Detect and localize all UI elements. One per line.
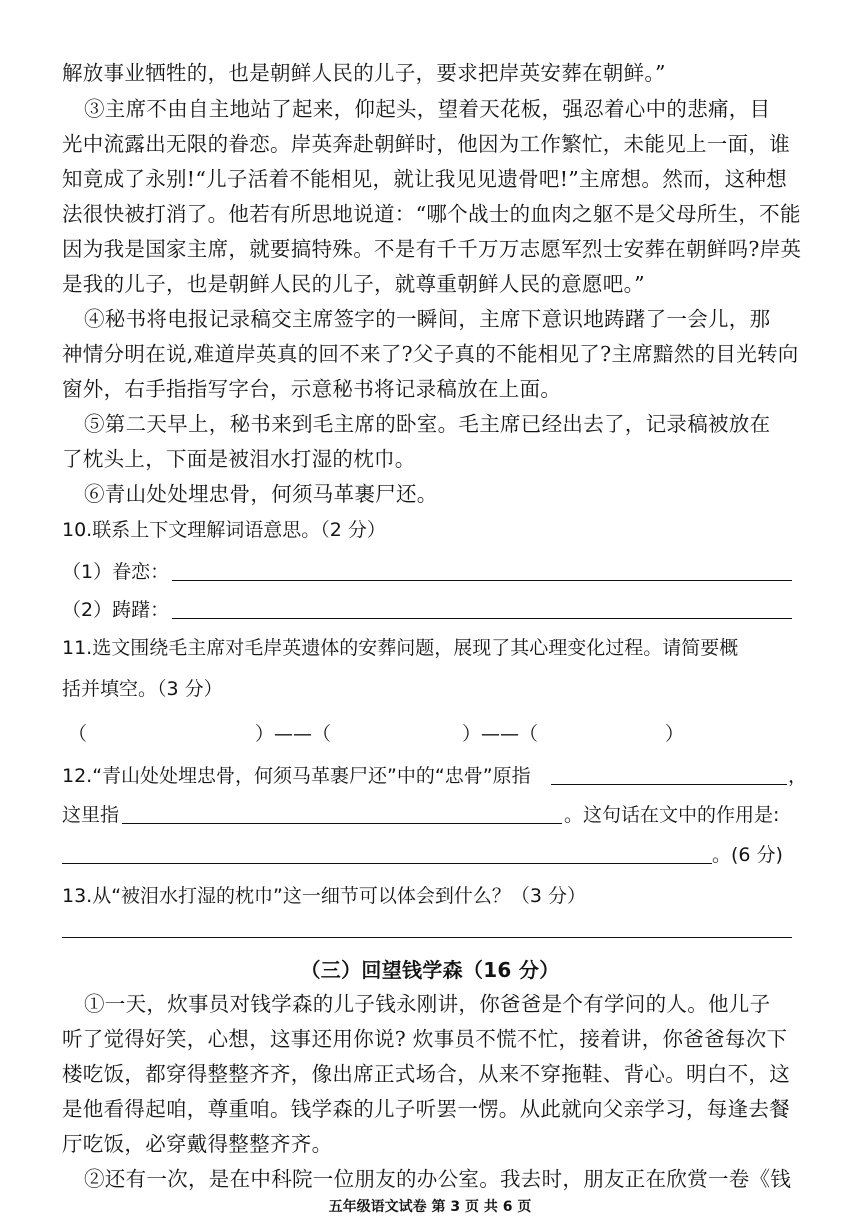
question-12-comma: ， bbox=[788, 765, 808, 787]
question-10: 10.联系上下文理解词语意思。（2 分） bbox=[62, 519, 386, 541]
paragraph-3-line: 知竟成了永别!“儿子活着不能相见，就让我见见遗骨吧!”主席想。然而，这种想 bbox=[62, 167, 788, 191]
section-3-paragraph-2-line: ②还有一次，是在中科院一位朋友的办公室。我去时，朋友正在欣赏一卷《钱 bbox=[84, 1167, 792, 1191]
question-10-1-label: （1）眷恋： bbox=[62, 561, 170, 583]
section-3-title: （三）回望钱学森（16 分） bbox=[300, 958, 560, 982]
paragraph-4-line: ④秘书将电报记录稿交主席签字的一瞬间，主席下意识地踌躇了一会儿，那 bbox=[84, 307, 771, 331]
section-3-paragraph-1-line: ①一天，炊事员对钱学森的儿子钱永刚讲，你爸爸是个有学问的人。他儿子 bbox=[84, 992, 771, 1016]
answer-blank-10-2[interactable] bbox=[172, 618, 792, 619]
question-11-blank-open: （ bbox=[68, 723, 88, 745]
answer-blank-12-2[interactable] bbox=[122, 823, 562, 824]
question-12-line: 12.“青山处处埋忠骨，何须马革裹尸还”中的“忠骨”原指 bbox=[62, 765, 531, 787]
paragraph-3-line: ③主席不由自主地站了起来，仰起头，望着天花板，强忍着心中的悲痛，目 bbox=[84, 97, 771, 121]
paragraph-5-line: ⑤第二天早上，秘书来到毛主席的卧室。毛主席已经出去了，记录稿被放在 bbox=[84, 412, 771, 436]
paragraph-4-line: 神情分明在说,难道岸英真的回不来了?父子真的不能相见了?主席黯然的目光转向 bbox=[62, 342, 799, 366]
question-13: 13.从“被泪水打湿的枕巾”这一细节可以体会到什么？（3 分） bbox=[62, 885, 587, 907]
question-12-line: 这里指 bbox=[62, 804, 120, 826]
page-footer: 五年级语文试卷 第 3 页 共 6 页 bbox=[328, 1199, 532, 1215]
question-12-points: 。(6 分) bbox=[712, 844, 783, 866]
paragraph-3-line: 法很快被打消了。他若有所思地说道：“哪个战士的血肉之躯不是父母所生，不能 bbox=[62, 202, 801, 226]
paragraph-3-line: 光中流露出无限的眷恋。岸英奔赴朝鲜时，他因为工作繁忙，未能见上一面，谁 bbox=[62, 132, 790, 156]
passage-line: 解放事业牺牲的，也是朝鲜人民的儿子，要求把岸英安葬在朝鲜。” bbox=[62, 61, 666, 85]
question-11-line: 括并填空。（3 分） bbox=[62, 678, 223, 700]
paragraph-5-line: 了枕头上，下面是被泪水打湿的枕巾。 bbox=[62, 447, 416, 471]
question-11-line: 11.选文围绕毛主席对毛岸英遗体的安葬问题，展现了其心理变化过程。请简要概 bbox=[62, 637, 739, 659]
question-11-blank-separator: ）——（ bbox=[462, 723, 539, 745]
paragraph-3-line: 因为我是国家主席，就要搞特殊。不是有千千万万志愿军烈士安葬在朝鲜吗?岸英 bbox=[62, 237, 802, 261]
section-3-paragraph-1-line: 听了觉得好笑，心想，这事还用你说? 炊事员不慌不忙，接着讲，你爸爸每次下 bbox=[62, 1027, 788, 1051]
answer-blank-10-1[interactable] bbox=[172, 580, 792, 581]
section-3-paragraph-1-line: 是他看得起咱，尊重咱。钱学森的儿子听罢一愣。从此就向父亲学习，每逢去餐 bbox=[62, 1097, 790, 1121]
paragraph-4-line: 窗外，右手指指写字台，示意秘书将记录稿放在上面。 bbox=[62, 377, 562, 401]
question-11-blank-close: ） bbox=[665, 723, 685, 745]
section-3-paragraph-1-line: 楼吃饭，都穿得整整齐齐，像出席正式场合，从来不穿拖鞋、背心。明白不，这 bbox=[62, 1062, 790, 1086]
paragraph-3-line: 是我的儿子，也是朝鲜人民的儿子，就尊重朝鲜人民的意愿吧。” bbox=[62, 272, 645, 296]
answer-blank-13[interactable] bbox=[62, 937, 792, 938]
question-11-blank-separator: ）——（ bbox=[255, 723, 332, 745]
question-10-2-label: （2）踌躇： bbox=[62, 599, 170, 621]
answer-blank-12-3[interactable] bbox=[62, 863, 712, 864]
answer-blank-12-1[interactable] bbox=[551, 784, 787, 785]
section-3-paragraph-1-line: 厅吃饭，必穿戴得整整齐齐。 bbox=[62, 1132, 333, 1156]
paragraph-6-line: ⑥青山处处埋忠骨，何须马革裹尸还。 bbox=[84, 482, 438, 506]
question-12-line: 。这句话在文中的作用是: bbox=[564, 804, 780, 826]
